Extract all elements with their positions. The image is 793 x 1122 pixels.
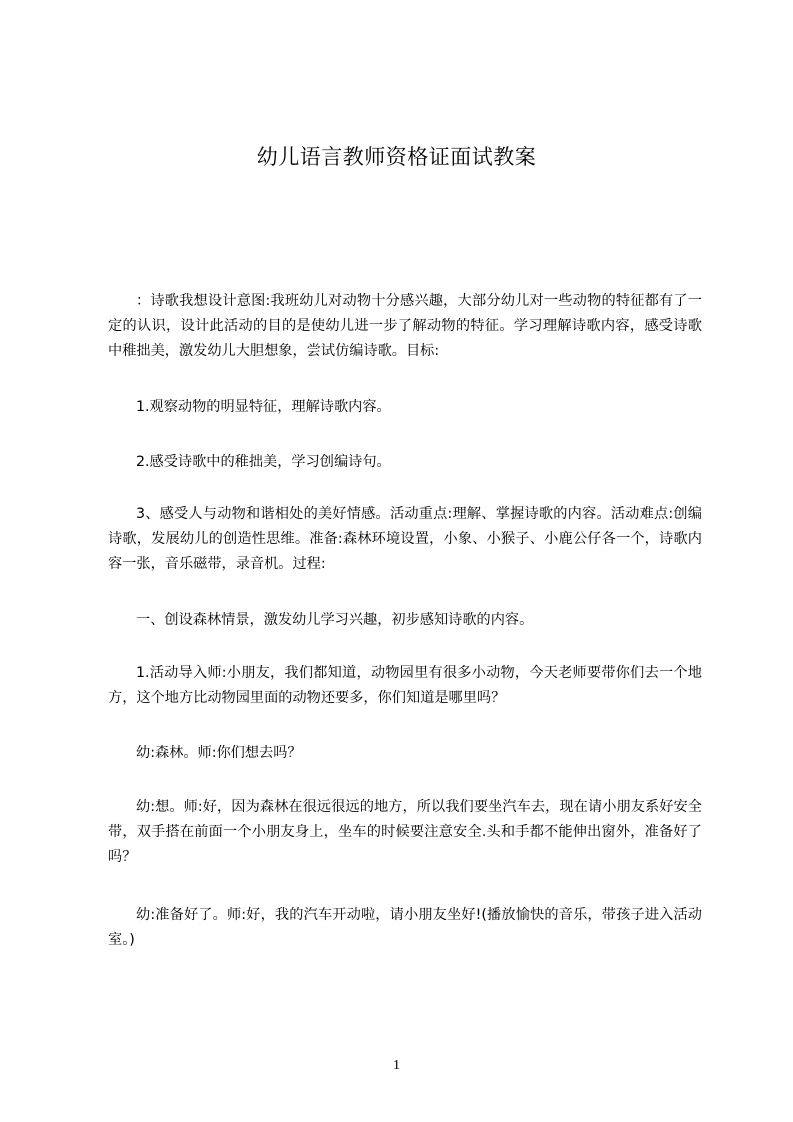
- paragraph-activity-intro: 1.活动导入师:小朋友，我们都知道，动物园里有很多小动物，今天老师要带你们去一个地方，这个地方比动物园里面的动物还要多，你们知道是哪里吗？: [108, 665, 702, 706]
- paragraph-dialogue-1: 幼:森林。师:你们想去吗？: [136, 745, 302, 761]
- paragraph-dialogue-2: 幼:想。师:好，因为森林在很远很远的地方，所以我们要坐汽车去，现在请小朋友系好安全带，双手搭在前面一个小朋友身上，坐车的时候要注意安全.头和手都不能伸出窗外，准备好了吗？: [108, 799, 702, 865]
- paragraph-goal-2: 2.感受诗歌中的稚拙美，学习创编诗句。: [136, 454, 391, 470]
- paragraph-process-step-1: 一、创设森林情景，激发幼儿学习兴趣，初步感知诗歌的内容。: [136, 612, 534, 628]
- paragraph-goal-3: 3、感受人与动物和谐相处的美好情感。活动重点:理解、掌握诗歌的内容。活动难点:创编诗歌，发展幼儿的创造性思维。准备:森林环境设置，小象、小猴子、小鹿公仔各一个，诗歌内容一张，音乐磁带，录音机。过程:: [108, 506, 702, 572]
- document-title: 幼儿语言教师资格证面试教案: [256, 145, 537, 169]
- page-number: 1: [393, 1058, 400, 1073]
- paragraph-goal-1: 1.观察动物的明显特征，理解诗歌内容。: [136, 399, 391, 415]
- paragraph-design-intent: ：诗歌我想设计意图:我班幼儿对动物十分感兴趣，大部分幼儿对一些动物的特征都有了一定的认识，设计此活动的目的是使幼儿进一步了解动物的特征。学习理解诗歌内容，感受诗歌中稚拙美，激发幼儿大胆想象，尝试仿编诗歌。目标:: [108, 293, 702, 359]
- paragraph-dialogue-3: 幼:准备好了。师:好，我的汽车开动啦，请小朋友坐好!(播放愉快的音乐，带孩子进入活动室。): [108, 907, 702, 948]
